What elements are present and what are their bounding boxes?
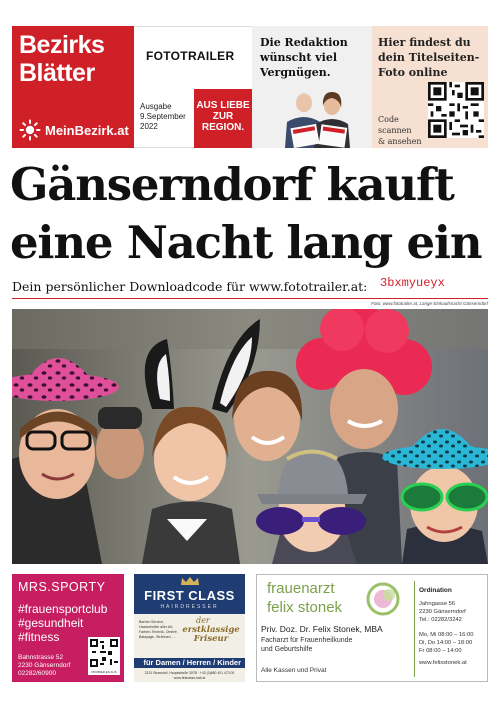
ad-frauenarzt-doctor: Priv. Doz. Dr. Felix Stonek, MBA [261,624,383,634]
ad-first-class-name: FIRST CLASS [144,588,235,603]
ad-ordination-address [419,600,466,624]
ad-hours3: Fr 08:00 – 14:00 [419,648,462,654]
logo-line2: Blätter [19,59,95,87]
masthead [12,26,488,148]
scan-line2: dein Titelseiten- [378,51,480,64]
headline-line1: Gänserndorf kauft [10,158,454,211]
issue-info [140,102,192,132]
ad-frauenarzt-brand2: felix stonek [267,599,343,616]
ad-frauenarzt[interactable] [256,574,488,682]
ad-first-class-desc: Barber-Service, Haarschnitte aller Art, Farben-Technik, Ombré, Balayage, Strähnen, ... [139,620,178,639]
scan-hint-line2: scannen [378,126,412,135]
ad-ord-addr3: Tel.: 02282/3242 [419,617,462,623]
ad-tag1: #frauensportclub [18,602,108,616]
main-headline [10,156,490,272]
ad-frauenarzt-website[interactable]: www.felixstonek.at [419,660,467,666]
ad-mrs-sporty-brand: MRS.SPORTY [18,580,106,594]
qr-code-icon [90,639,118,667]
logo-line1: Bezirks [19,31,105,59]
qr-code-icon[interactable] [428,82,484,138]
ad-addr1: Bahnstrasse 52 [18,654,64,661]
scan-hint [378,114,421,147]
scan-hint-line1: Code [378,115,399,124]
divider [12,298,488,299]
issue-date: 9.September 2022 [140,112,186,131]
ad-addr2: 2230 Gänserndorf [18,662,71,669]
ad-frauenarzt-brand1: frauenarzt [267,580,335,597]
scan-hint-line3: & ansehen [378,137,422,146]
ad-first-class-footer [134,671,245,680]
photo-credit: Foto: www.fototrailer.at, Lange-Einkaufsnacht Gänserndorf [371,301,488,306]
meinbezirk-sun-icon [19,119,41,141]
download-text: Dein persönlicher Downloadcode für www.fototrailer.at: [12,279,368,294]
logo-title [19,31,104,87]
headline-line2: eine Nacht lang ein [10,216,482,269]
ad-first-class-header [134,574,245,614]
ad-footer-line1: 2231 Strasshof, Hauptstraße 307B · +43 (0)680 401 473 00 [144,671,235,675]
slogan-line1: AUS LIEBE [196,100,250,111]
crown-icon [180,576,200,586]
bezirksblaetter-logo[interactable] [12,26,134,148]
ad-mrs-sporty[interactable] [12,574,124,682]
meinbezirk-text: MeinBezirk.at [45,122,129,138]
ad-first-class-sub: HAIRDRESSER [160,604,219,610]
slogan-line2: ZUR [212,111,234,122]
section-box [134,26,252,148]
ad-frauenarzt-specialty [261,636,352,654]
ad-footer-line2: www.firstclass-hair.at [173,675,206,680]
flower-logo-icon [365,581,401,617]
ad-ordination-title: Ordination [419,587,452,594]
scan-line3: Foto online [378,66,448,79]
ad-tag3: #fitness [18,630,60,644]
ad-ord-addr1: Jahngasse 56 [419,601,456,607]
ad-first-class-bar: für Damen / Herren / Kinder [134,658,245,668]
ad-ordination-hours [419,631,473,655]
slogan-badge [194,89,252,148]
ad-spec-line1: Facharzt für Frauenheilkunde [261,637,353,644]
meinbezirk-brand [19,119,129,141]
editorial-box [252,26,372,148]
scan-title [378,35,479,80]
ad-slogan-line1: erstklassige [182,625,240,635]
ad-hours2: Di, Do 14:00 – 18:00 [419,640,473,646]
section-title: FOTOTRAILER [146,49,235,63]
cover-photo [12,309,488,564]
editorial-line1: Die Redaktion [260,36,348,49]
issue-label: Ausgabe [140,102,172,111]
ad-addr3: 02282/60900 [18,670,56,677]
ad-first-class-slogan [180,626,242,644]
ad-frauenarzt-insurance: Alle Kassen und Privat [261,667,327,674]
editorial-line3: Vergnügen. [260,66,331,79]
editors-photo [252,26,372,148]
ad-tag2: #gesundheit [18,616,84,630]
ad-spec-line2: und Geburtshilfe [261,646,313,653]
ad-qr-label: PROBIER ES AUS [91,670,117,674]
scan-line1: Hier findest du [378,36,471,49]
slogan-line3: REGION. [201,122,245,133]
ad-ord-addr2: 2230 Gänserndorf [419,609,466,615]
ad-slogan-line2: Friseur [193,634,229,644]
ad-first-class[interactable] [134,574,245,682]
download-code[interactable]: 3bxmyueyx [380,276,445,290]
editorial-line2: wünscht viel [260,51,338,64]
ad-hours1: Mo, Mi 08:00 – 16:00 [419,632,474,638]
scan-box [372,26,488,148]
photobooth-group-image [12,309,488,564]
ad-mrs-sporty-qr[interactable] [88,637,120,675]
ad-first-class-der: der [196,616,210,625]
ad-mrs-sporty-address [18,654,70,678]
ad-divider [414,581,415,677]
